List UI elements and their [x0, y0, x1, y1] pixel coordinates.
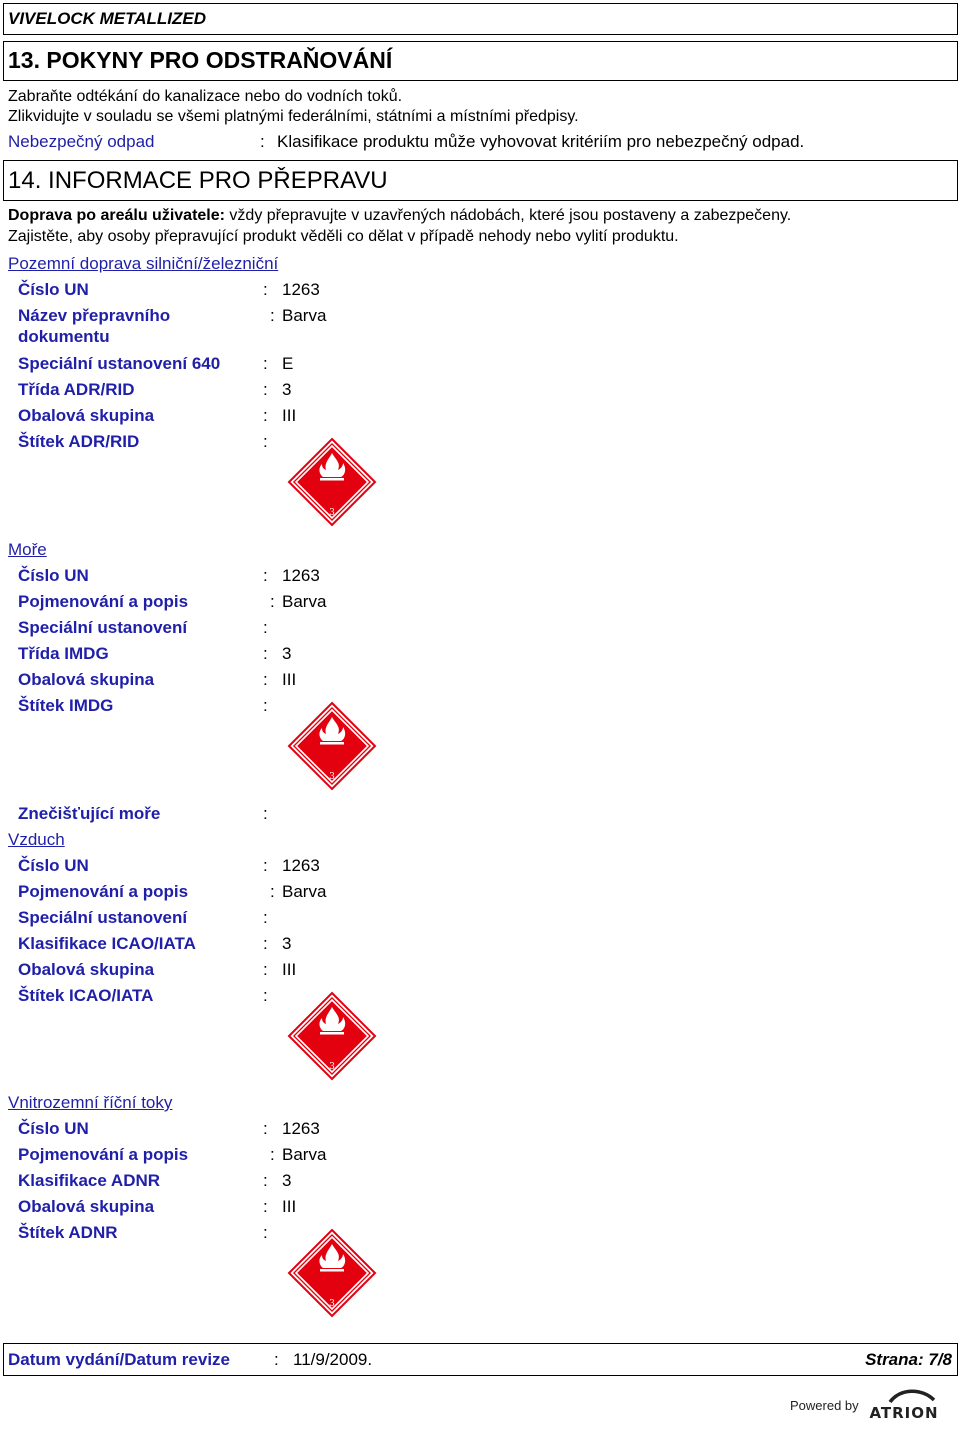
road-sign-label: Štítek ADR/RID: [18, 432, 140, 451]
sea-heading: Moře: [8, 540, 47, 559]
air-class-colon: :: [263, 934, 268, 953]
pictogram-class-number: 3: [329, 1299, 335, 1309]
inland-group-colon: :: [263, 1197, 268, 1216]
air-class-value: 3: [282, 934, 292, 953]
inland-group-label: Obalová skupina: [18, 1197, 155, 1216]
sea-pollutant-colon: :: [263, 804, 268, 823]
sea-un-label: Číslo UN: [18, 566, 89, 585]
sea-group-label: Obalová skupina: [18, 670, 155, 689]
road-heading: Pozemní doprava silniční/železniční: [8, 254, 279, 273]
inland-name-colon: :: [270, 1145, 275, 1164]
pictogram-class-number: 3: [329, 508, 335, 518]
road-group-label: Obalová skupina: [18, 406, 155, 425]
sea-un-value: 1263: [282, 566, 320, 585]
inland-group-value: III: [282, 1197, 297, 1216]
footer-date-colon: :: [274, 1350, 279, 1369]
powered-by-text: Powered by: [790, 1398, 859, 1413]
sea-group-colon: :: [263, 670, 268, 689]
air-sign-colon: :: [263, 986, 268, 1005]
flammable-pictogram-sea: [287, 701, 377, 791]
road-name-label-2: dokumentu: [18, 327, 110, 346]
air-class-label: Klasifikace ICAO/IATA: [18, 934, 196, 953]
pictogram-class-number: 3: [329, 1062, 335, 1072]
road-special-colon: :: [263, 354, 268, 373]
footer-date-label: Datum vydání/Datum revize: [8, 1350, 231, 1369]
air-un-label: Číslo UN: [18, 856, 89, 875]
footer-page-number: Strana: 7/8: [865, 1350, 952, 1369]
sea-pollutant-label: Znečišťující moře: [18, 804, 161, 823]
sea-class-value: 3: [282, 644, 292, 663]
sea-name-colon: :: [270, 592, 275, 611]
section13-line1: Zabraňte odtékání do kanalizace nebo do vodních toků.: [8, 88, 403, 105]
hazard-waste-value: Klasifikace produktu může vyhovovat kritériím pro nebezpečný odpad.: [277, 132, 805, 151]
road-un-label: Číslo UN: [18, 280, 89, 299]
sea-sign-label: Štítek IMDG: [18, 696, 114, 715]
inland-un-label: Číslo UN: [18, 1119, 89, 1138]
road-group-colon: :: [263, 406, 268, 425]
air-group-colon: :: [263, 960, 268, 979]
road-un-value: 1263: [282, 280, 320, 299]
pictogram-class-number: 3: [329, 772, 335, 782]
inland-class-value: 3: [282, 1171, 292, 1190]
air-special-label: Speciální ustanovení: [18, 908, 188, 927]
air-sign-label: Štítek ICAO/IATA: [18, 986, 154, 1005]
road-class-label: Třída ADR/RID: [18, 380, 135, 399]
transport-text: vždy přepravujte v uzavřených nádobách, které jsou postaveny a zabezpečeny.: [229, 207, 792, 224]
air-group-label: Obalová skupina: [18, 960, 155, 979]
hazard-waste-label: Nebezpečný odpad: [8, 132, 155, 151]
road-name-value: Barva: [282, 306, 327, 325]
road-name-colon: :: [270, 306, 275, 325]
inland-sign-label: Štítek ADNR: [18, 1223, 118, 1242]
air-group-value: III: [282, 960, 297, 979]
air-heading: Vzduch: [8, 830, 65, 849]
sea-class-colon: :: [263, 644, 268, 663]
air-name-colon: :: [270, 882, 275, 901]
section14-transport: [8, 207, 791, 225]
road-special-label: Speciální ustanovení 640: [18, 354, 221, 373]
air-un-colon: :: [263, 856, 268, 875]
road-class-value: 3: [282, 380, 292, 399]
hazard-waste-colon: :: [260, 132, 265, 151]
inland-class-colon: :: [263, 1171, 268, 1190]
air-name-value: Barva: [282, 882, 327, 901]
inland-class-label: Klasifikace ADNR: [18, 1171, 161, 1190]
sea-special-label: Speciální ustanovení: [18, 618, 188, 637]
inland-name-label: Pojmenování a popis: [18, 1145, 189, 1164]
inland-sign-colon: :: [263, 1223, 268, 1242]
road-sign-colon: :: [263, 432, 268, 451]
road-group-value: III: [282, 406, 297, 425]
sea-special-colon: :: [263, 618, 268, 637]
flammable-pictogram-air: [287, 991, 377, 1081]
sea-sign-colon: :: [263, 696, 268, 715]
section13-title: 13. POKYNY PRO ODSTRAŇOVÁNÍ: [8, 47, 393, 73]
road-name-label-1: Název přepravního: [18, 306, 171, 325]
air-un-value: 1263: [282, 856, 320, 875]
footer-date-value: 11/9/2009.: [293, 1350, 373, 1369]
air-name-label: Pojmenování a popis: [18, 882, 189, 901]
sea-un-colon: :: [263, 566, 268, 585]
inland-un-colon: :: [263, 1119, 268, 1138]
road-special-value: E: [282, 354, 294, 373]
product-name: VIVELOCK METALLIZED: [8, 9, 207, 28]
inland-name-value: Barva: [282, 1145, 327, 1164]
road-un-colon: :: [263, 280, 268, 299]
sea-group-value: III: [282, 670, 297, 689]
sea-class-label: Třída IMDG: [18, 644, 109, 663]
sea-name-value: Barva: [282, 592, 327, 611]
inland-heading: Vnitrozemní říční toky: [8, 1093, 173, 1112]
sea-name-label: Pojmenování a popis: [18, 592, 189, 611]
atrion-logo: [860, 1388, 950, 1426]
air-special-colon: :: [263, 908, 268, 927]
transport-label: Doprava po areálu uživatele:: [8, 207, 225, 224]
atrion-brand-text: ATRION: [869, 1404, 939, 1422]
road-class-colon: :: [263, 380, 268, 399]
section14-title: 14. INFORMACE PRO PŘEPRAVU: [8, 167, 388, 194]
inland-un-value: 1263: [282, 1119, 320, 1138]
flammable-pictogram-road: [287, 437, 377, 527]
section14-line2: Zajistěte, aby osoby přepravující produkt věděli co dělat v případě nehody nebo vylití produktu.: [8, 228, 679, 245]
flammable-pictogram-inland: [287, 1228, 377, 1318]
section13-line2: Zlikvidujte v souladu se všemi platnými federálními, státními a místními předpisy.: [8, 108, 579, 125]
